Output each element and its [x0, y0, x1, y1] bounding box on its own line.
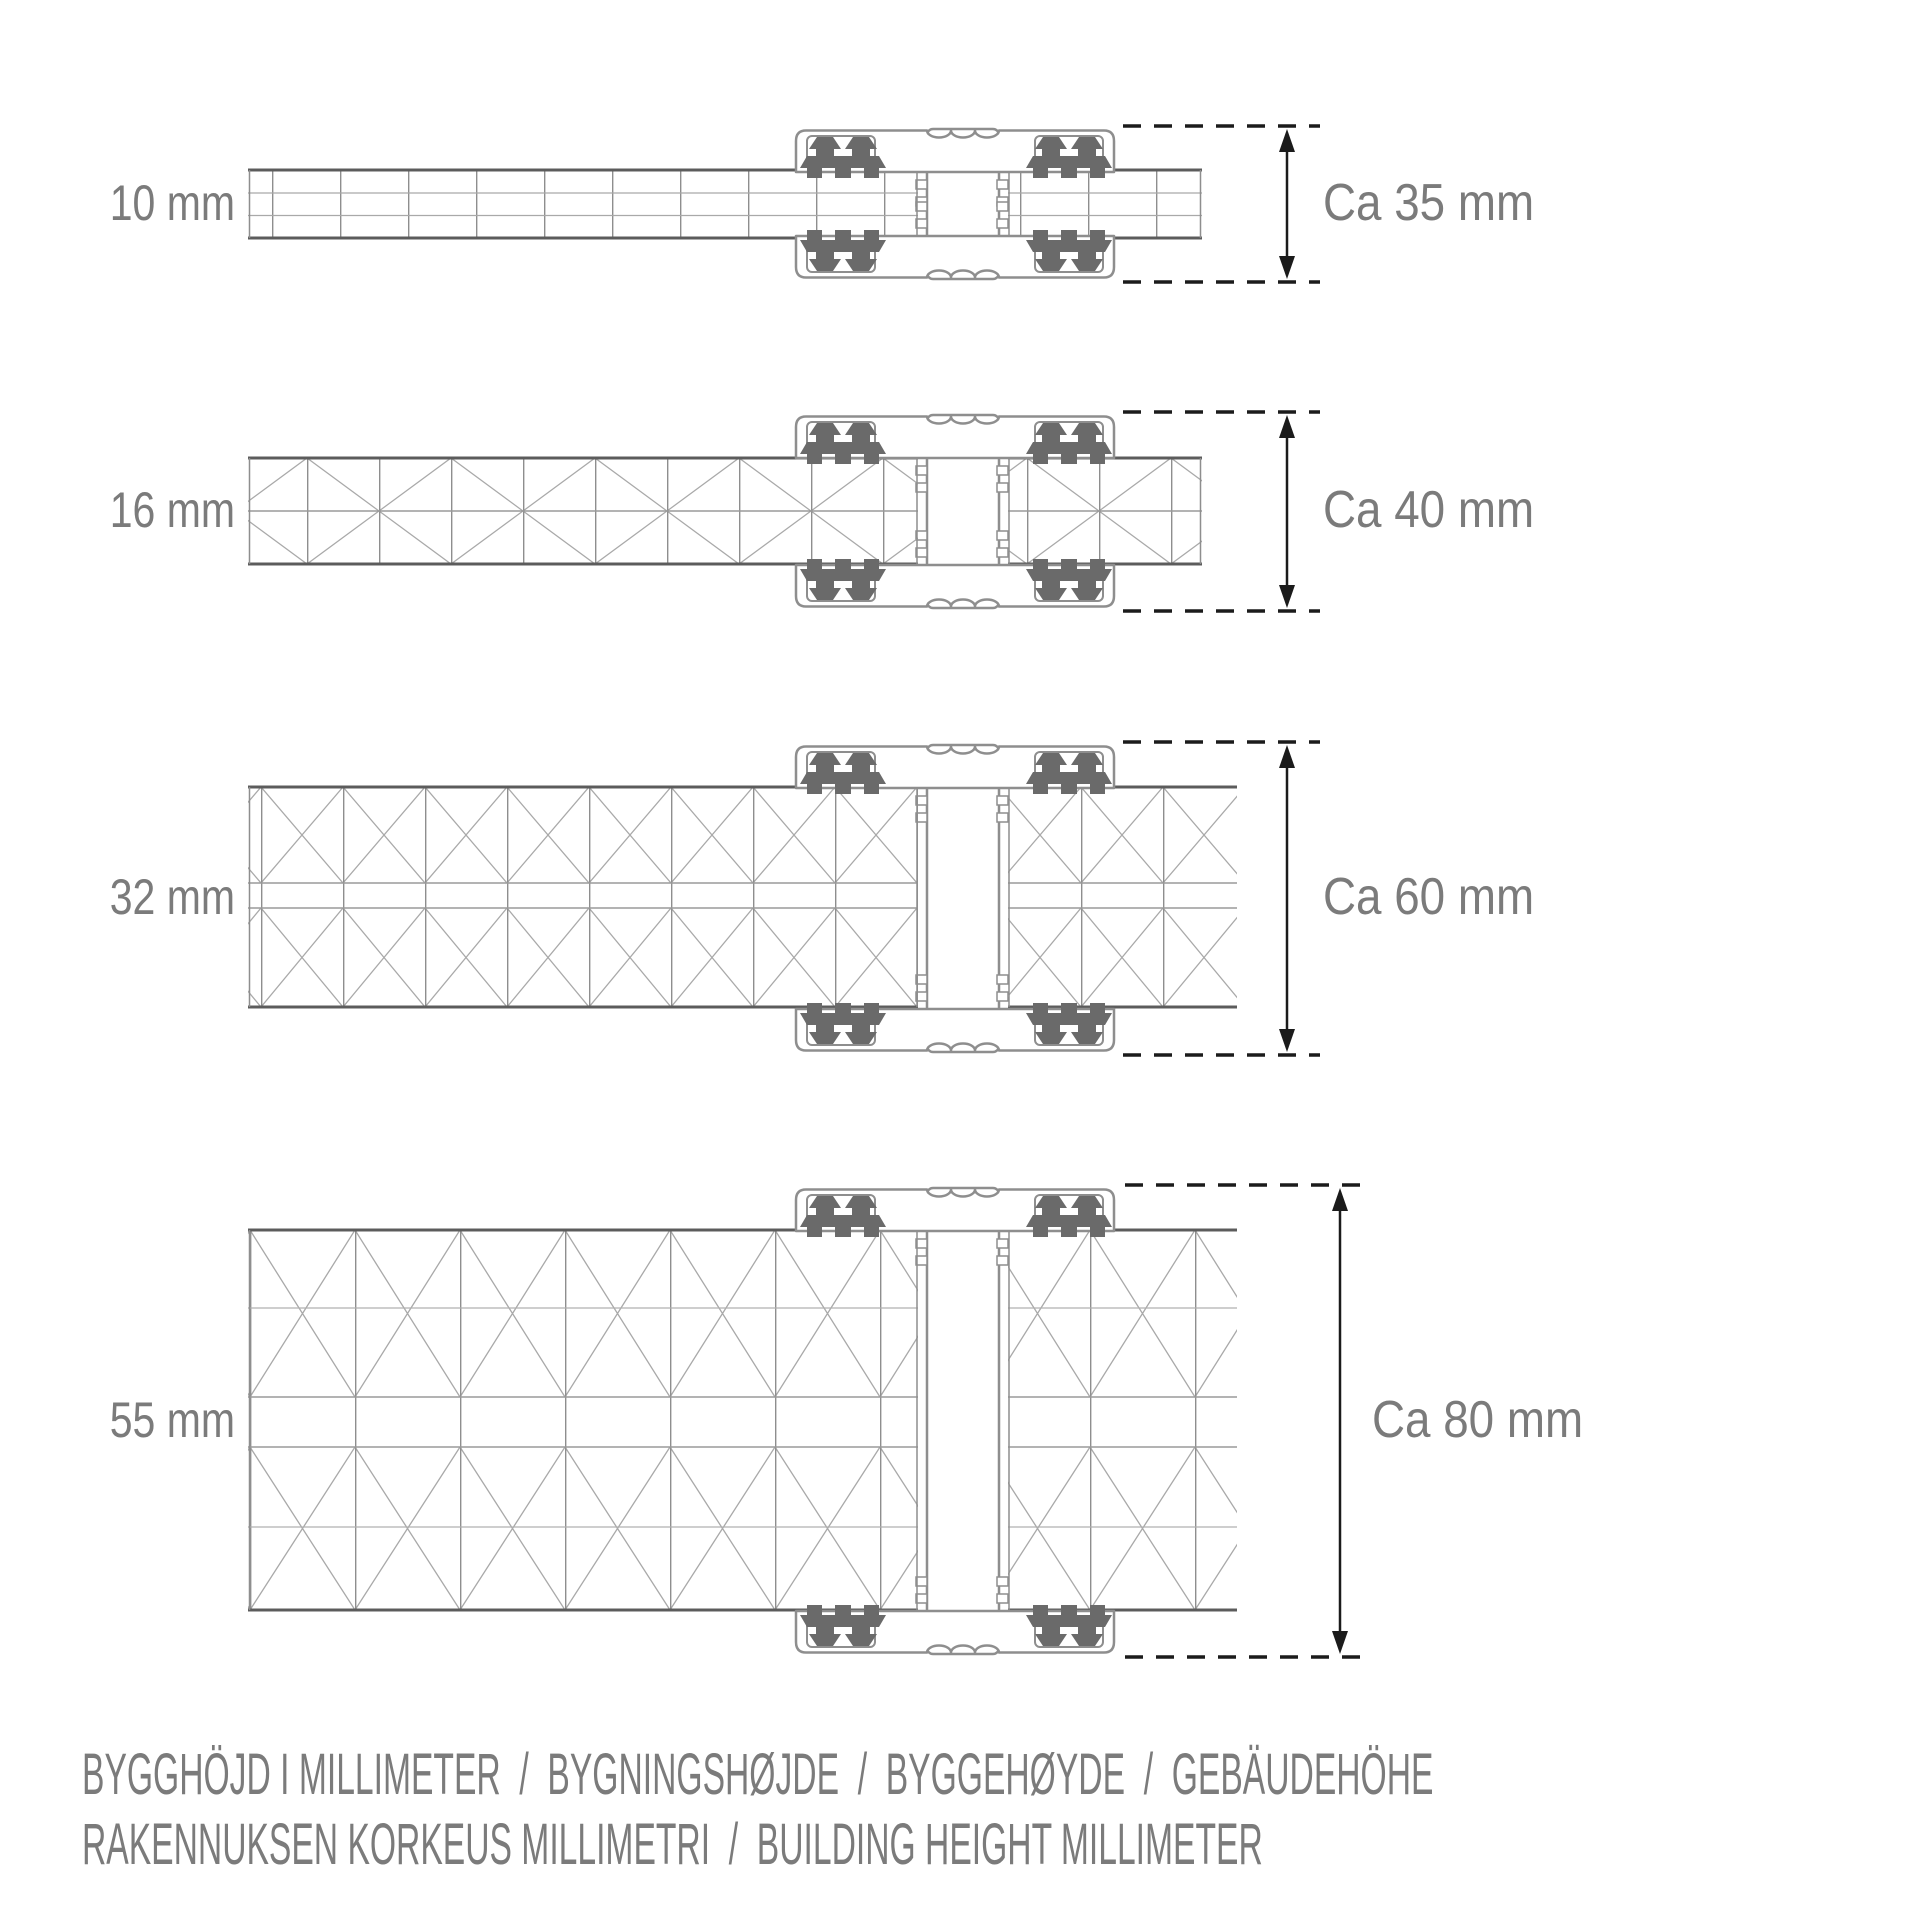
panel-16mm — [248, 458, 1202, 564]
panel-32mm — [248, 787, 1237, 1007]
connector-bottom — [796, 230, 1114, 278]
thickness-label-32mm: 32 mm — [109, 869, 235, 925]
thickness-label-55mm: 55 mm — [109, 1392, 235, 1448]
connector-spine — [927, 745, 999, 1052]
connector-bottom — [796, 1003, 1114, 1051]
footer-caption-line-2: RAKENNUKSEN KORKEUS MILLIMETRI / BUILDING HEIGHT MILLIMETER — [82, 1812, 1263, 1877]
connector-bottom — [796, 559, 1114, 607]
build-height-label-40mm: Ca 40 mm — [1323, 481, 1535, 539]
row-10mm — [248, 126, 1320, 282]
build-height-label-35mm: Ca 35 mm — [1323, 174, 1535, 232]
connector-bottom — [796, 1605, 1114, 1653]
connector-spine — [927, 1188, 999, 1654]
footer-caption-line-1: BYGGHÖJD I MILLIMETER / BYGNINGSHØJDE / BYGGEHØYDE / GEBÄUDEHÖHE — [82, 1742, 1434, 1807]
build-height-label-80mm: Ca 80 mm — [1372, 1391, 1584, 1449]
row-16mm — [248, 412, 1320, 611]
build-height-label-60mm: Ca 60 mm — [1323, 868, 1535, 926]
panel-55mm — [248, 1230, 1237, 1610]
panel-10mm — [248, 170, 1202, 238]
thickness-label-16mm: 16 mm — [109, 482, 235, 538]
row-32mm — [248, 742, 1320, 1055]
row-55mm — [248, 1185, 1372, 1657]
thickness-label-10mm: 10 mm — [109, 175, 235, 231]
